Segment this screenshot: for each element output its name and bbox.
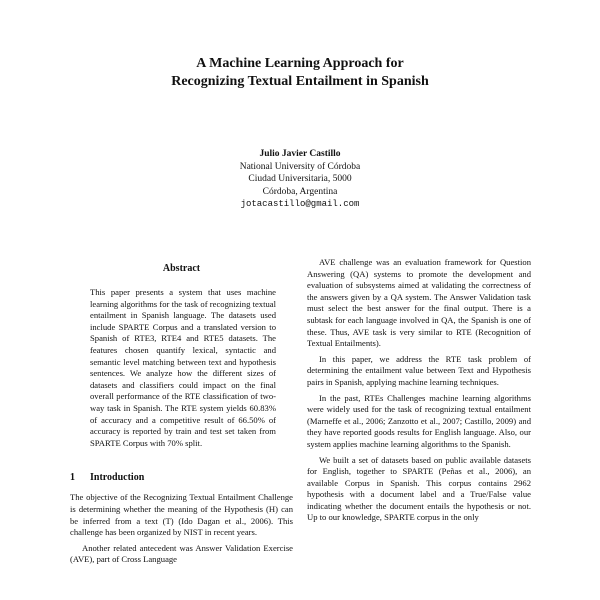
section-title: Introduction [90,472,145,484]
abstract-text: This paper presents a system that uses machine learning algorithms for the task of recognizing textual entailment in Spanish language. The datasets used include SPARTE Corpus and a translated version to Spanish of RTE3, RTE4 and RTE5 datasets. The features chosen quantify lexical, syntactic and semantic level matching between text and hypothesis sentences. We analyze how the different sizes of datasets and classifiers could impact on the final overall performance of the RTE classification of two-way task in Spanish. The RTE system yields 60.83% of accuracy and a competitive result of 66.50% of accuracy is reported by train and test set taken from SPARTE Corpus with 70% split. [90,287,276,448]
intro-paragraph-2: Another related antecedent was Answer Validation Exercise (AVE), part of Cross Language [70,542,293,565]
author-affiliation: National University of Córdoba [239,161,361,172]
left-column [70,262,293,566]
author-address-1: Ciudad Universitaria, 5000 [248,174,352,185]
author-name: Julio Javier Castillo [259,149,341,159]
section-heading-introduction [70,471,293,484]
right-column [307,257,531,524]
author-email: jotacastillo@gmail.com [240,199,360,210]
intro-paragraph-1: The objective of the Recognizing Textual Entailment Challenge is determining whether the meaning of the Hypothesis (H) can be inferred from a text (T) (Ido Dagan et al., 2006). This challenge has been organized by NIST in recent years. [70,492,293,538]
section-number: 1 [70,472,75,484]
paper-title [0,55,600,91]
title-line-2: Recognizing Textual Entailment in Spanish [171,74,429,89]
right-paragraph-4: We built a set of datasets based on public available datasets for English, together to SPARTE (Peñas et al., 2006), an available Corpus in Spanish. This corpus contains 2962 hypothesis with a document label and a True/False value indicating whether the document entails the hypothesis or not. Up to our knowledge, SPARTE corpus in the only [307,454,531,523]
abstract-heading: Abstract [162,263,201,274]
right-paragraph-1: AVE challenge was an evaluation framework for Question Answering (QA) systems to promote the development and evaluation of subsystems aimed at validating the correctness of the answers given by a QA system. The Answer Validation task must select the best answer for the final output. There is a subtask for each language involved in QA, the Spanish is one of these. Thus, AVE task is very similar to RTE (Recognition of Textual Entailments). [307,257,531,349]
title-line-1: A Machine Learning Approach for [196,56,404,71]
right-paragraph-3: In the past, RTEs Challenges machine learning algorithms were widely used for the task of recognizing textual entailment (Marneffe et al., 2006; Zanzotto et al., 2007; Castillo, 2009) and they have reported goods results for English language. Also, our system applies machine learning algorithms to the Spanish. [307,392,531,449]
author-address-2: Córdoba, Argentina [262,186,338,197]
author-block [0,148,600,211]
right-paragraph-2: In this paper, we address the RTE task problem of determining the entailment value between Text and Hypothesis pairs in Spanish, applying machine learning techniques. [307,353,531,387]
